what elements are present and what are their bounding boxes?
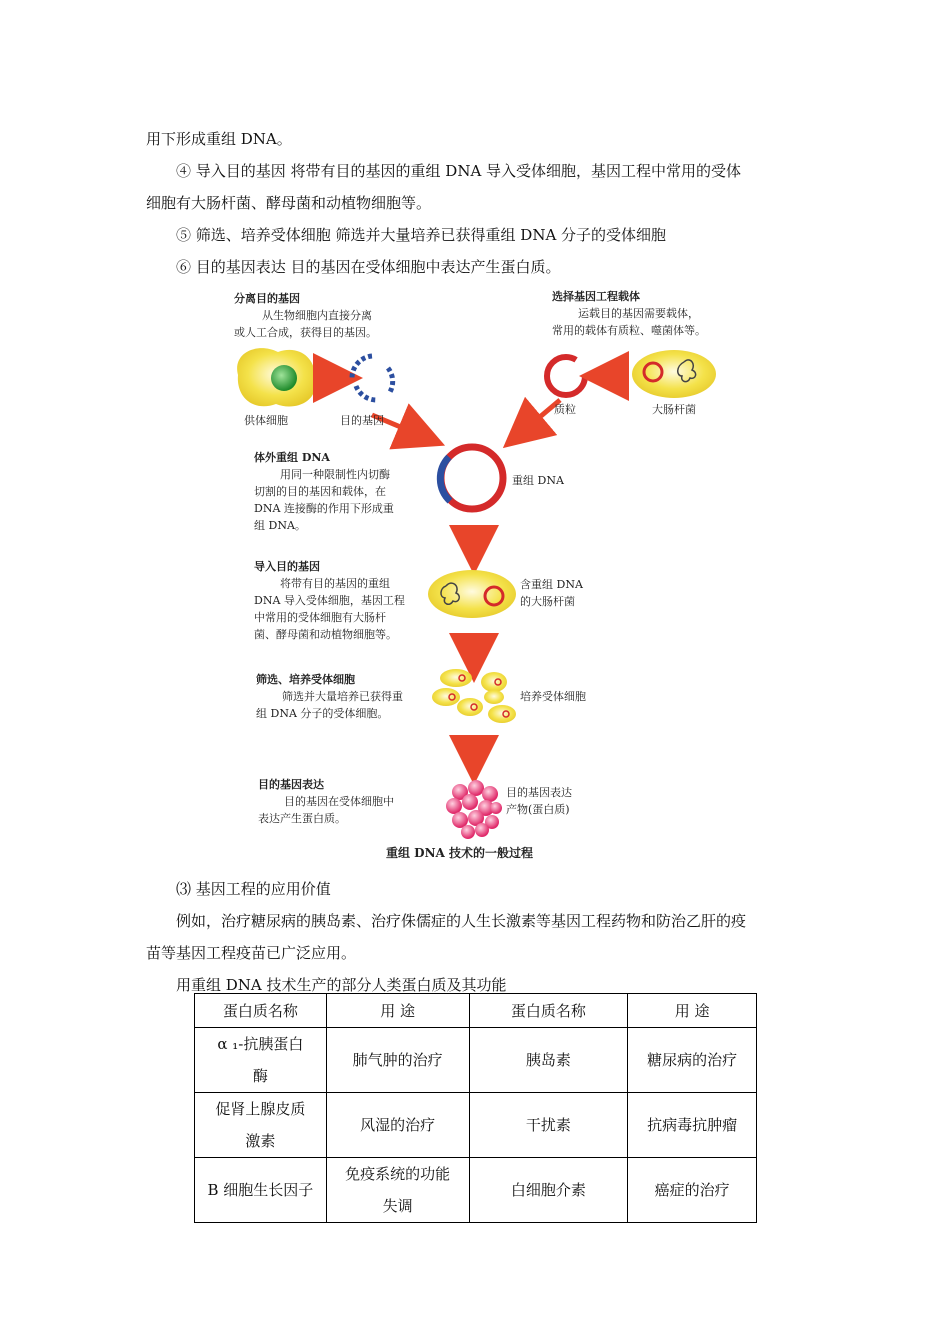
table-cell [326, 1028, 469, 1093]
vector-title: 选择基因工程载体 [552, 290, 640, 303]
culture-label: 培养受体细胞 [520, 690, 586, 703]
ecoli-icon [632, 350, 716, 398]
table-header-cell: 蛋白质名称 [469, 994, 628, 1028]
invitro-text: DNA 连接酶的作用下形成重 [254, 502, 394, 515]
table-header-cell: 用 途 [326, 994, 469, 1028]
isolate-text: 从生物细胞内直接分离 [262, 309, 372, 322]
table-cell [195, 1028, 327, 1093]
table-caption: 用重组 DNA 技术生产的部分人类蛋白质及其功能 [176, 976, 507, 994]
recombinant-dna-label: 重组 DNA [512, 474, 564, 487]
screen-text: 筛选并大量培养已获得重 [282, 690, 403, 703]
cell-line: 癌症的治疗 [654, 1181, 730, 1199]
screen-text: 组 DNA 分子的受体细胞。 [256, 707, 389, 720]
step-4-line-cont: 细胞有大肠杆菌、酵母菌和动植物细胞等。 [146, 194, 432, 212]
text-line: 用下形成重组 DNA。 [146, 130, 292, 148]
ecoli-label: 大肠杆菌 [652, 403, 696, 416]
cell-line: 酶 [252, 1067, 268, 1085]
section-heading: ⑶ 基因工程的应用价值 [176, 880, 331, 898]
recombinant-dna-icon [440, 447, 503, 509]
cell-line: 白细胞介素 [510, 1181, 586, 1199]
table-cell [469, 1093, 628, 1158]
table-cell [469, 1028, 628, 1093]
table-row [195, 1158, 757, 1223]
plasmid-icon [547, 357, 585, 395]
vector-text: 常用的载体有质粒、噬菌体等。 [552, 324, 706, 337]
ecoli-recombinant-label: 含重组 DNA [520, 578, 583, 591]
vector-text: 运载目的基因需要载体， [578, 307, 699, 320]
table-header-cell: 蛋白质名称 [195, 994, 327, 1028]
table-cell [628, 1158, 757, 1223]
diagram-caption: 重组 DNA 技术的一般过程 [386, 846, 534, 860]
table-cell [195, 1158, 327, 1223]
express-text: 表达产生蛋白质。 [258, 812, 346, 825]
cell-line: 免疫系统的功能 [345, 1165, 451, 1183]
cultured-cells-icon [432, 669, 516, 723]
introduce-text: 中常用的受体细胞有大肠杆 [254, 611, 386, 624]
ecoli-recombinant-icon [428, 570, 516, 618]
isolate-title: 分离目的基因 [234, 292, 300, 305]
cell-line: 肺气肿的治疗 [352, 1051, 443, 1069]
table-cell [326, 1093, 469, 1158]
introduce-title: 导入目的基因 [254, 560, 320, 573]
table-cell [326, 1158, 469, 1223]
table-cell [195, 1093, 327, 1158]
invitro-text: 组 DNA。 [254, 519, 306, 532]
table-row [195, 1093, 757, 1158]
gene-label: 目的基因 [340, 414, 384, 427]
step-6-line: ⑥ 目的基因表达 目的基因在受体细胞中表达产生蛋白质。 [176, 258, 561, 276]
cell-line: 抗病毒抗肿瘤 [647, 1116, 738, 1134]
gene-fragments-icon [352, 356, 393, 400]
introduce-text: DNA 导入受体细胞，基因工程 [254, 594, 405, 607]
table-row [195, 1028, 757, 1093]
cell-line: 糖尿病的治疗 [647, 1051, 738, 1069]
isolate-text: 或人工合成，获得目的基因。 [234, 326, 377, 339]
invitro-title: 体外重组 DNA [254, 451, 330, 464]
express-title: 目的基因表达 [258, 778, 324, 791]
table-header-row [195, 994, 757, 1028]
product-label: 产物(蛋白质) [506, 803, 570, 816]
step-5-line: ⑤ 筛选、培养受体细胞 筛选并大量培养已获得重组 DNA 分子的受体细胞 [176, 226, 667, 244]
table-cell [628, 1028, 757, 1093]
invitro-text: 用同一种限制性内切酶 [280, 468, 390, 481]
plasmid-label: 质粒 [554, 403, 576, 416]
protein-table [194, 993, 757, 1223]
cell-line: 胰岛素 [525, 1051, 571, 1069]
donor-cell-label: 供体细胞 [244, 414, 288, 427]
cell-line: α ₁-抗胰蛋白 [217, 1035, 304, 1053]
invitro-text: 切割的目的基因和载体，在 [254, 485, 386, 498]
cell-line: 促肾上腺皮质 [215, 1100, 306, 1118]
table-header-cell: 用 途 [628, 994, 757, 1028]
donor-cell-icon [237, 348, 315, 406]
ecoli-recombinant-label: 的大肠杆菌 [520, 595, 575, 608]
cell-line: 风湿的治疗 [360, 1116, 436, 1134]
cell-line: B 细胞生长因子 [207, 1181, 314, 1199]
protein-cluster-icon [446, 780, 502, 839]
screen-title: 筛选、培养受体细胞 [256, 673, 355, 686]
product-label: 目的基因表达 [506, 786, 572, 799]
introduce-text: 菌、酵母菌和动植物细胞等。 [254, 628, 397, 641]
table-cell [628, 1093, 757, 1158]
cell-line: 激素 [245, 1132, 276, 1150]
introduce-text: 将带有目的基因的重组 [280, 577, 390, 590]
paragraph-cont: 苗等基因工程疫苗已广泛应用。 [146, 944, 357, 962]
step-4-line: ④ 导入目的基因 将带有目的基因的重组 DNA 导入受体细胞，基因工程中常用的受体 [176, 162, 742, 180]
cell-line: 失调 [382, 1197, 413, 1215]
table-cell [469, 1158, 628, 1223]
paragraph: 例如，治疗糖尿病的胰岛素、治疗侏儒症的人生长激素等基因工程药物和防治乙肝的疫 [176, 912, 747, 930]
express-text: 目的基因在受体细胞中 [284, 795, 394, 808]
cell-line: 干扰素 [525, 1116, 571, 1134]
